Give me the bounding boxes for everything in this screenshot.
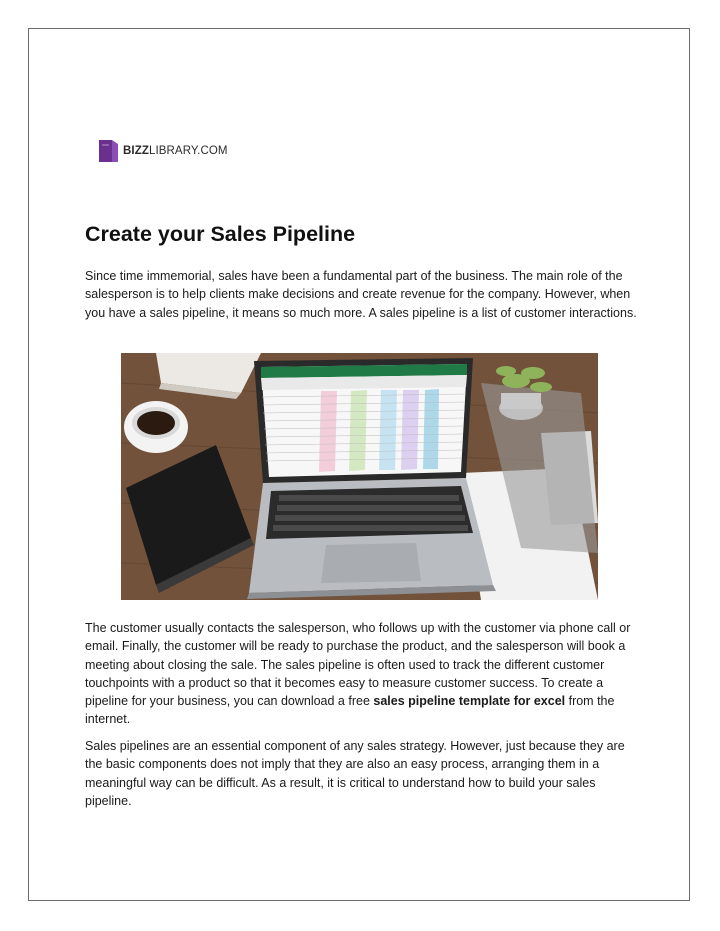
document-page [28, 28, 690, 901]
brand-name-rest: LIBRARY.COM [148, 145, 228, 157]
brand-name-bold: BIZZ [123, 145, 149, 157]
sales-pipeline-template-link[interactable]: sales pipeline template for excel [373, 694, 566, 709]
pipeline-text-before: The customer usually contacts the salesperson, who follows up with the customer via phone call or email. Finally, the customer will be ready to purchase the product, and the salesperson will book a meeting about closing the sale. The sales pipeline is often used to track the different customer touchpoints with a product so that it becomes easy to measure customer success. To create a pipeline for your business, you can download a free [85, 621, 631, 709]
brand-logo[interactable] [99, 140, 228, 162]
brand-name [123, 145, 228, 157]
page-title: Create your Sales Pipeline [85, 222, 356, 246]
pipeline-paragraph [85, 619, 645, 729]
intro-paragraph: Since time immemorial, sales have been a fundamental part of the business. The main role of the salesperson is to help clients make decisions and create revenue for the company. However, when you have a sales pipeline, it means so much more. A sales pipeline is a list of customer interactions. [85, 269, 637, 320]
brand-logo-icon [99, 140, 118, 162]
pipeline-text-after: from the internet. [85, 694, 615, 727]
laptop-spreadsheet-photo [121, 353, 598, 600]
components-paragraph: Sales pipelines are an essential component of any sales strategy. However, just because they are the basic components does not imply that they are also an easy process, arranging them in a meaningful way can be difficult. As a result, it is critical to understand how to build your sales pipeline. [85, 739, 625, 808]
